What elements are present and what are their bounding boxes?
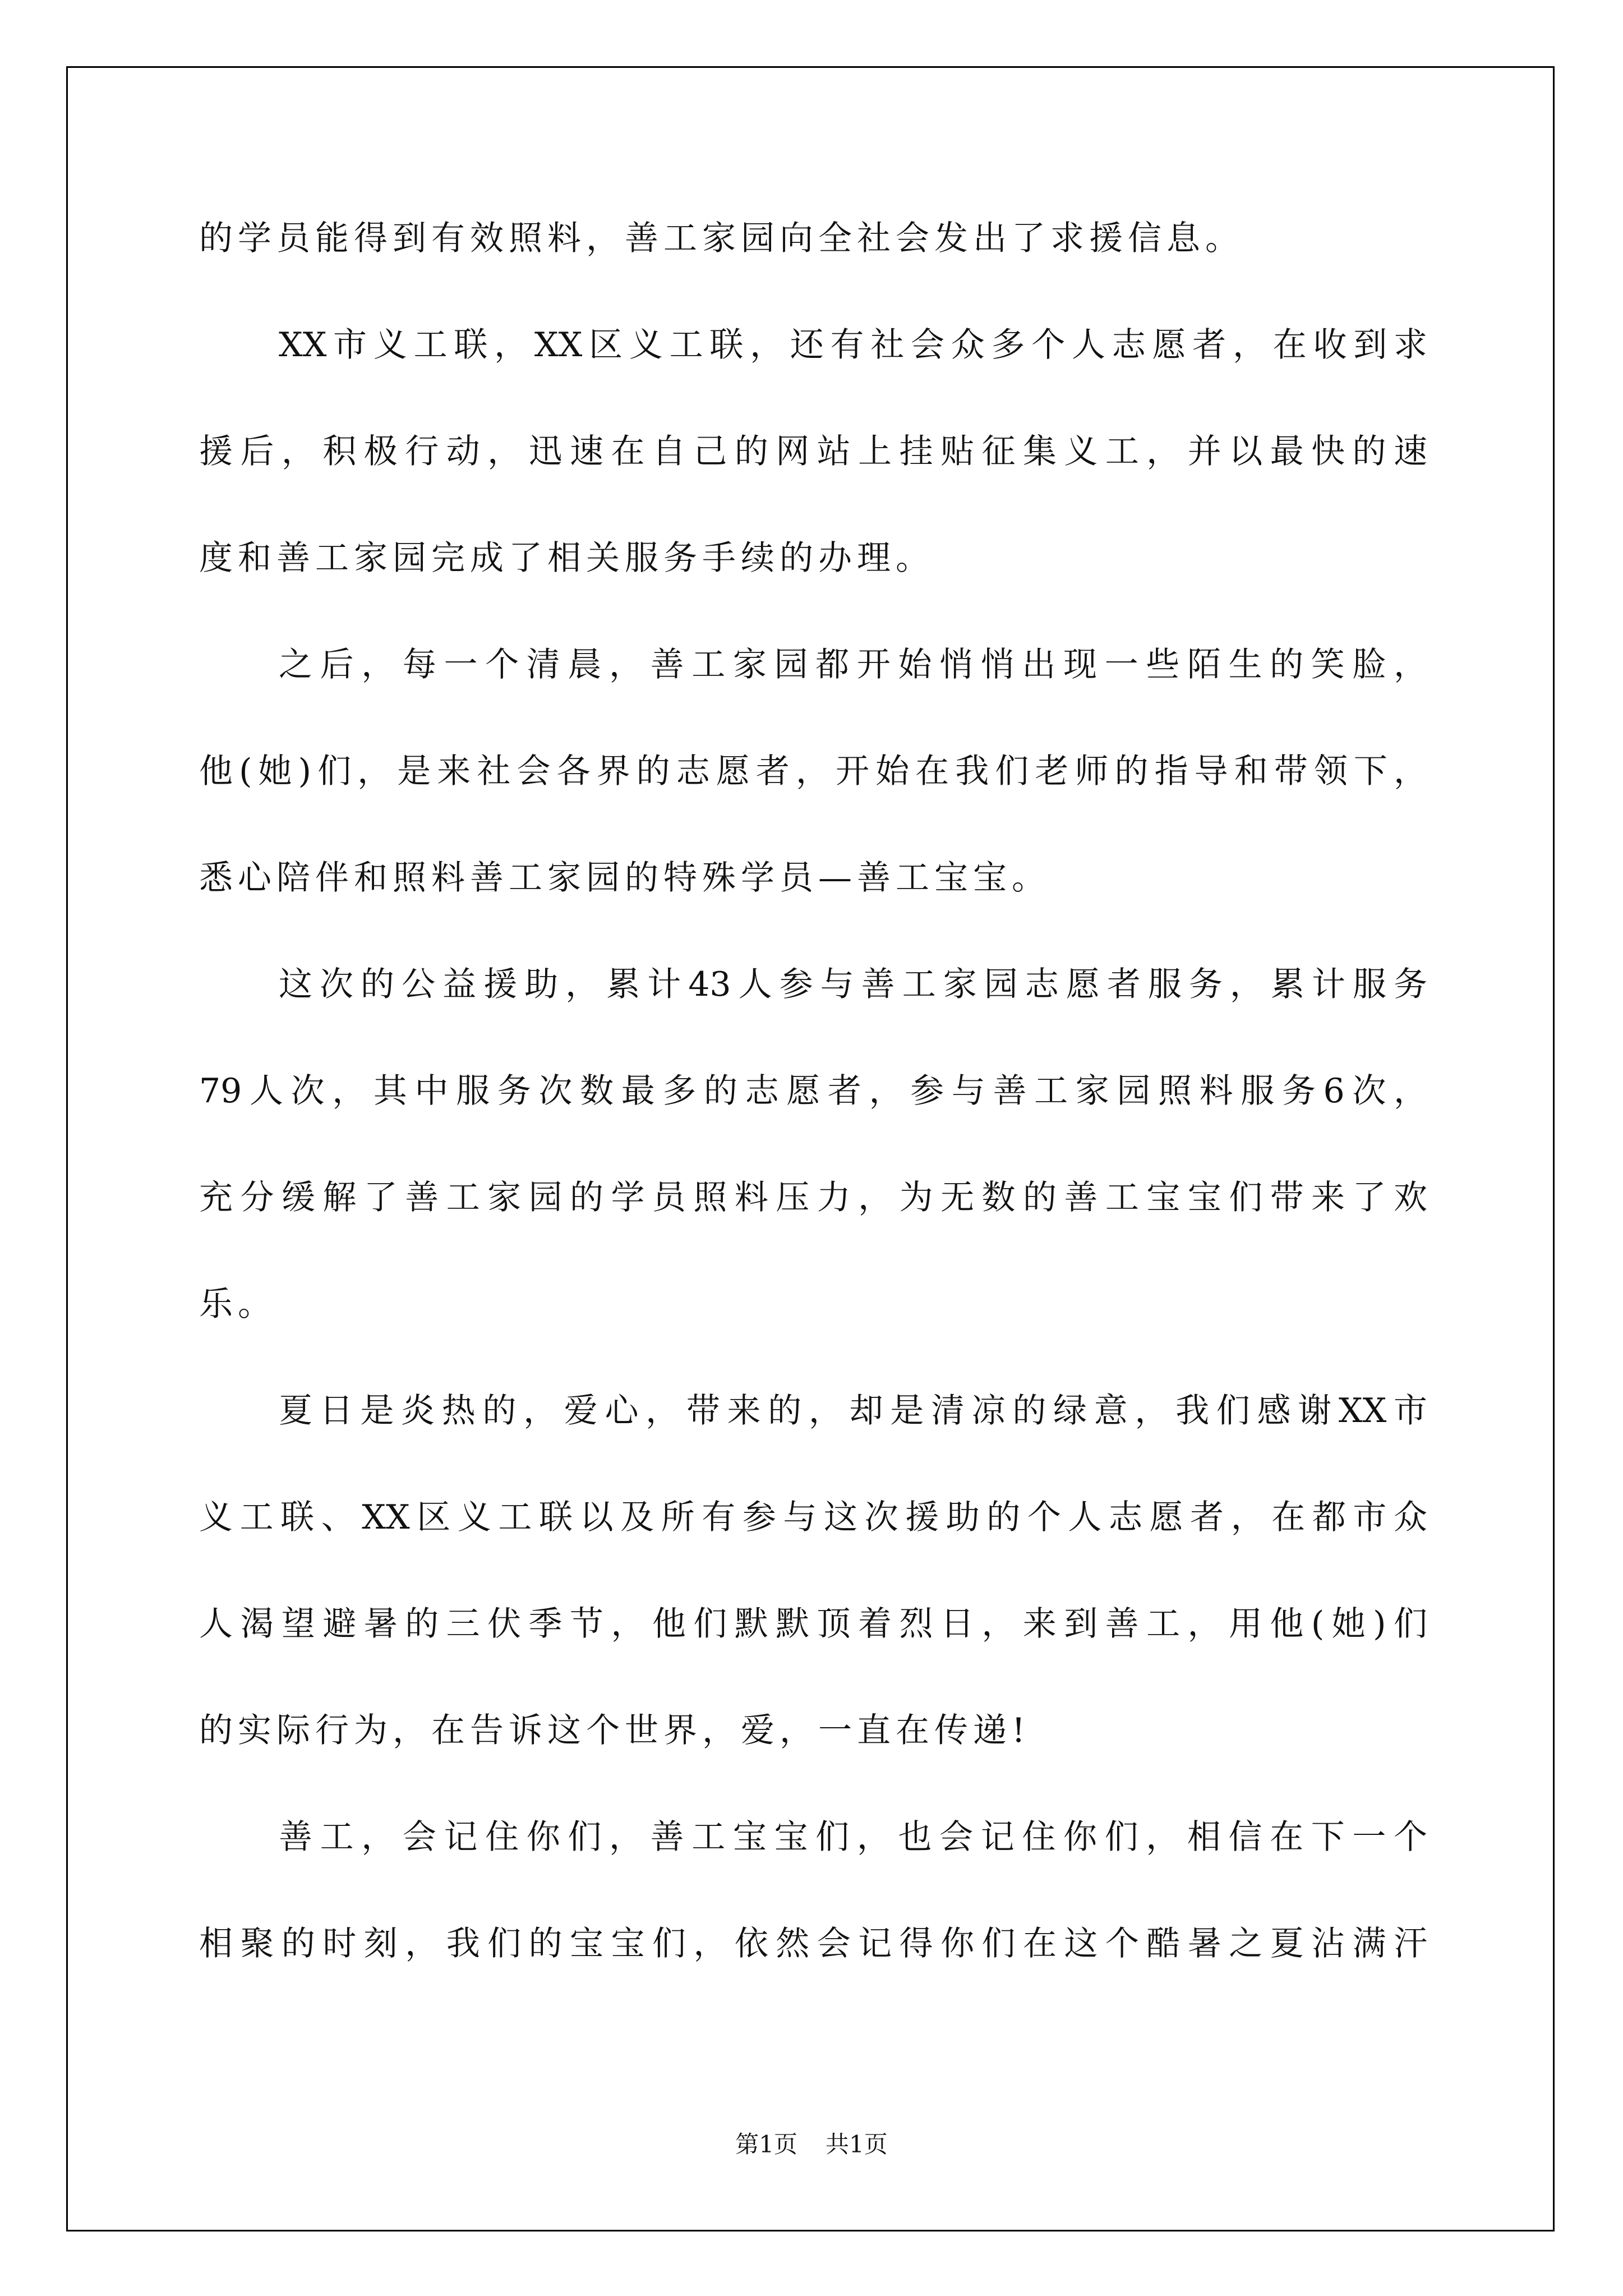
page-total: 共1页 bbox=[826, 2131, 888, 2158]
text-line: 援后，积极行动，迅速在自己的网站上挂贴征集义工，并以最快的速 bbox=[199, 432, 1427, 471]
text-line: 度和善工家园完成了相关服务手续的办理。 bbox=[199, 539, 934, 578]
text-line: 充分缓解了善工家园的学员照料压力，为无数的善工宝宝们带来了欢 bbox=[199, 1178, 1427, 1217]
page-footer bbox=[0, 2126, 1623, 2160]
text-line: 人渴望避暑的三伏季节，他们默默顶着烈日，来到善工，用他(她)们 bbox=[199, 1604, 1427, 1644]
text-line: 相聚的时刻，我们的宝宝们，依然会记得你们在这个酷暑之夏沾满汗 bbox=[199, 1924, 1427, 1963]
text-line: 这次的公益援助，累计43人参与善工家园志愿者服务，累计服务 bbox=[279, 965, 1427, 1004]
text-line: 79人次，其中服务次数最多的志愿者，参与善工家园照料服务6次， bbox=[199, 1071, 1427, 1111]
page-number: 第1页 bbox=[735, 2131, 797, 2158]
text-line: 之后，每一个清晨，善工家园都开始悄悄出现一些陌生的笑脸， bbox=[279, 645, 1427, 684]
text-line: 他(她)们，是来社会各界的志愿者，开始在我们老师的指导和带领下， bbox=[199, 752, 1427, 791]
text-line: 乐。 bbox=[199, 1285, 276, 1324]
text-line: 夏日是炎热的，爱心，带来的，却是清凉的绿意，我们感谢XX市 bbox=[279, 1391, 1427, 1430]
text-line: 的实际行为，在告诉这个世界，爱，一直在传递! bbox=[199, 1711, 1031, 1750]
text-line: 善工，会记住你们，善工宝宝们，也会记住你们，相信在下一个 bbox=[279, 1818, 1427, 1857]
text-line: 的学员能得到有效照料，善工家园向全社会发出了求援信息。 bbox=[199, 219, 1244, 258]
text-line: 悉心陪伴和照料善工家园的特殊学员—善工宝宝。 bbox=[199, 858, 1050, 898]
document-body bbox=[199, 208, 1427, 2019]
text-line: XX市义工联，XX区义工联，还有社会众多个人志愿者，在收到求 bbox=[279, 325, 1427, 365]
text-line: 义工联、XX区义工联以及所有参与这次援助的个人志愿者，在都市众 bbox=[199, 1498, 1427, 1537]
